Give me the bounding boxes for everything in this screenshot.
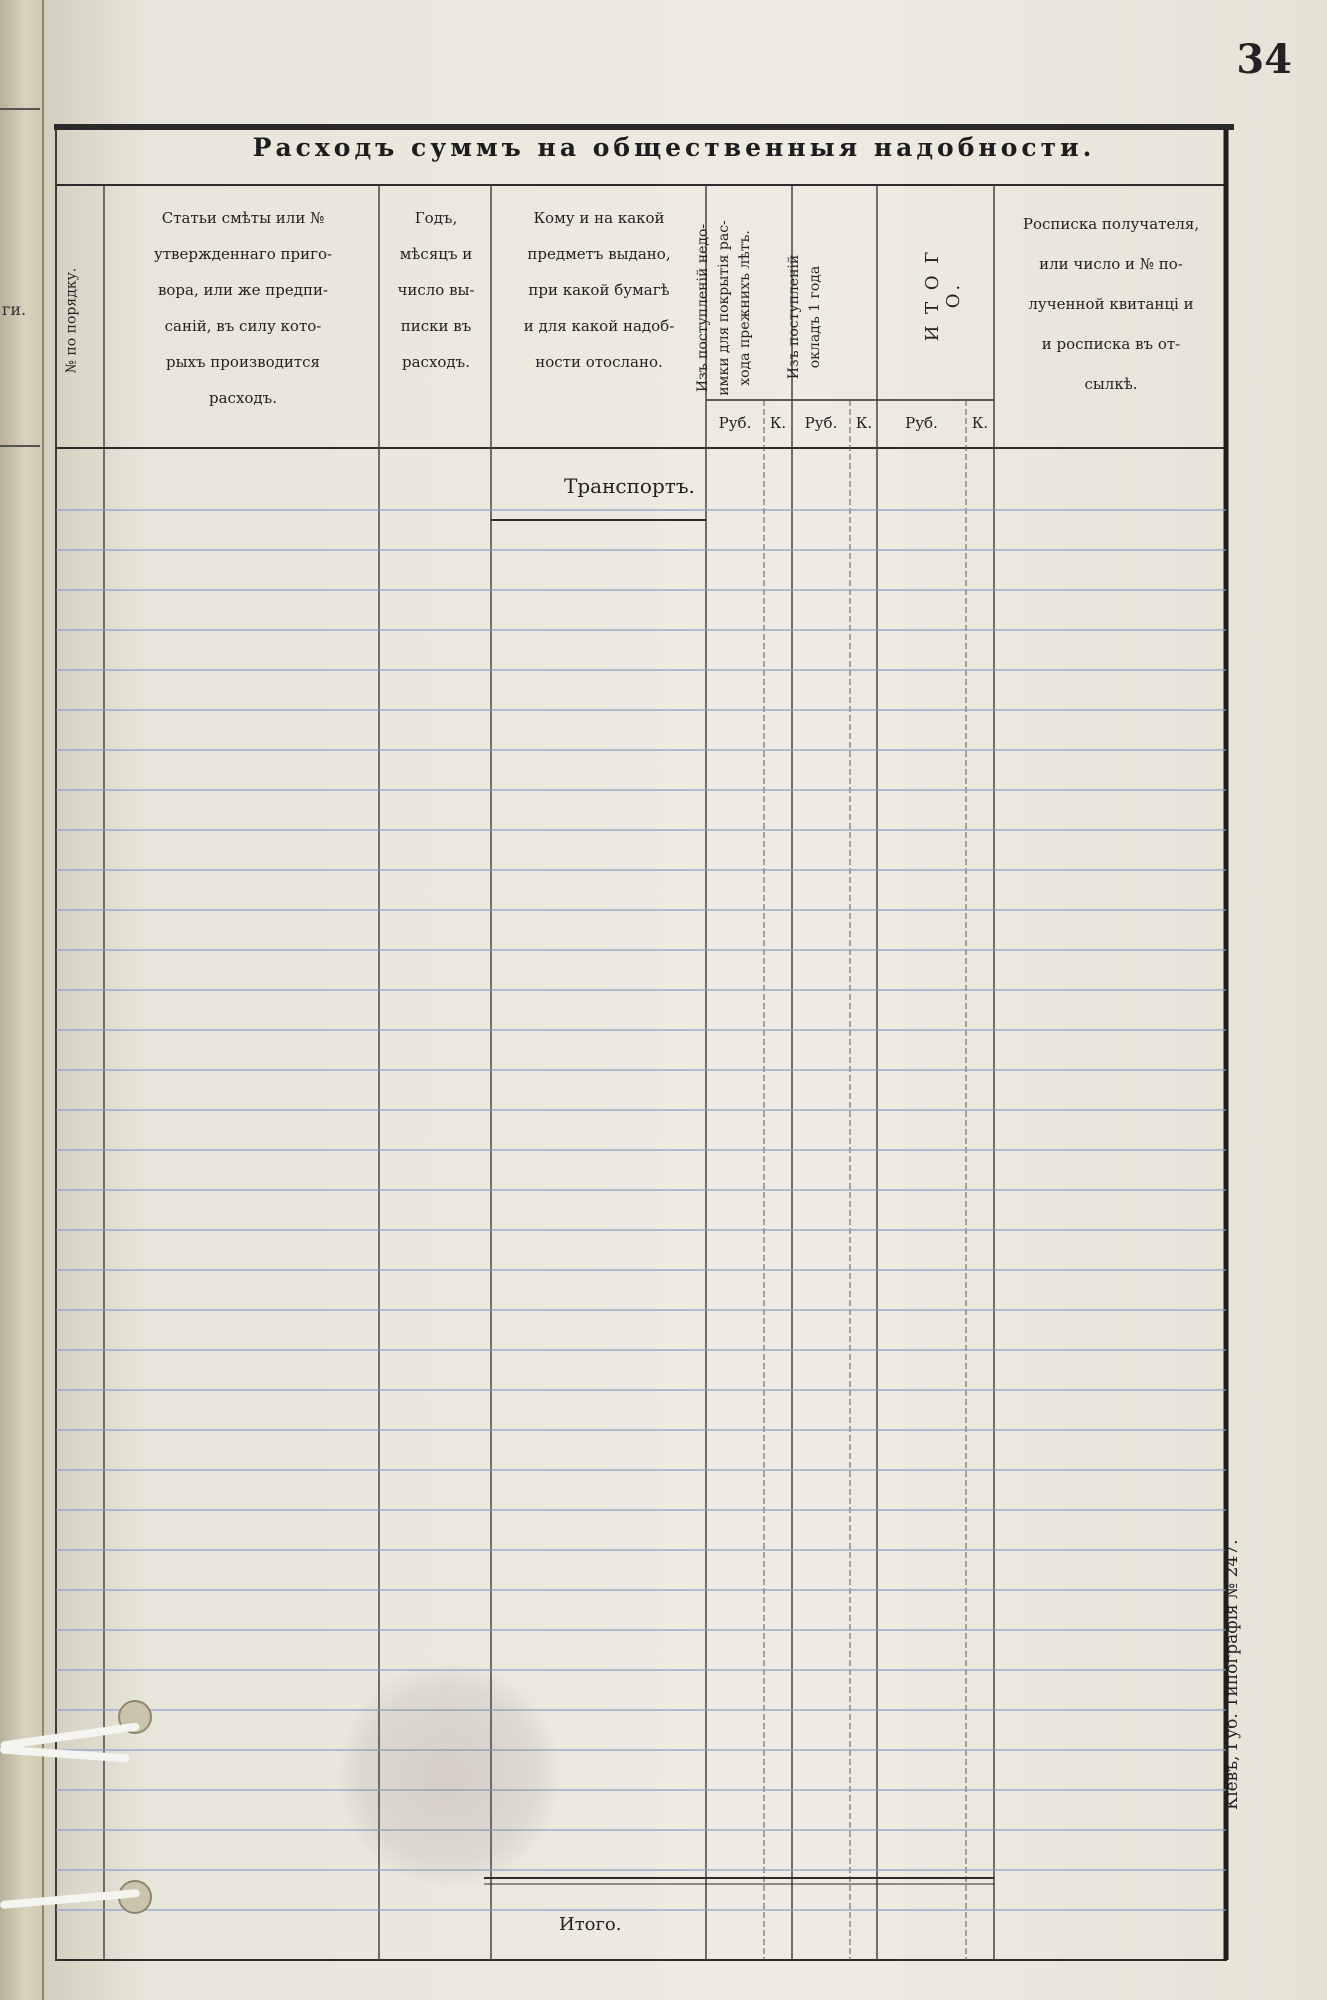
previous-page-fragment: ги. <box>2 300 27 319</box>
header-receipt-signature: Росписка получателя, или число и № по- лученной квитанці и и росписка въ от- сылкѣ. <box>1022 215 1200 393</box>
unit-kopecks: К. <box>769 414 787 432</box>
form-title: Расходъ суммъ на общественныя надобности. <box>252 133 1096 162</box>
ledger-page <box>44 0 1327 2000</box>
unit-kopecks: К. <box>855 414 873 432</box>
table-frame <box>56 185 1226 1960</box>
unit-rubles: Руб. <box>718 414 752 432</box>
ruled-lines <box>56 510 1226 1910</box>
total-label: Итого. <box>559 1914 622 1935</box>
transport-label: Транспортъ. <box>564 474 695 498</box>
header-current-year-receipts: Изъ поступленій окладъ 1 года <box>786 254 823 380</box>
header-date: Годъ, мѣсяцъ и число вы- писки въ расходъ. <box>397 209 475 371</box>
header-estimate-articles: Статьи смѣты или № утвержденнаго приго- вора, или же предпи- саній, въ силу кото- рыхъ производится расходъ. <box>153 209 333 407</box>
previous-page-rule <box>0 445 40 447</box>
unit-kopecks: К. <box>971 414 989 432</box>
printer-imprint: Кіевъ, Губ. Типографія № 247. <box>1222 1539 1242 1810</box>
header-order-number: № по порядку. <box>63 267 80 374</box>
previous-page-rule <box>0 108 40 110</box>
page-number: 34 <box>1236 36 1292 83</box>
header-arrears-receipts: Изъ поступленій недо-имки для покрытія рас-хода прежнихъ лѣтъ. <box>695 220 753 396</box>
unit-rubles: Руб. <box>804 414 838 432</box>
header-recipient: Кому и на какой предметъ выдано, при какой бумагѣ и для какой надоб- ности отослано. <box>523 209 675 371</box>
header-total: И Т О Г О. <box>922 248 964 342</box>
previous-page-edge <box>0 0 44 2000</box>
faded-stamp <box>339 1660 559 1890</box>
unit-rubles: Руб. <box>905 414 938 432</box>
